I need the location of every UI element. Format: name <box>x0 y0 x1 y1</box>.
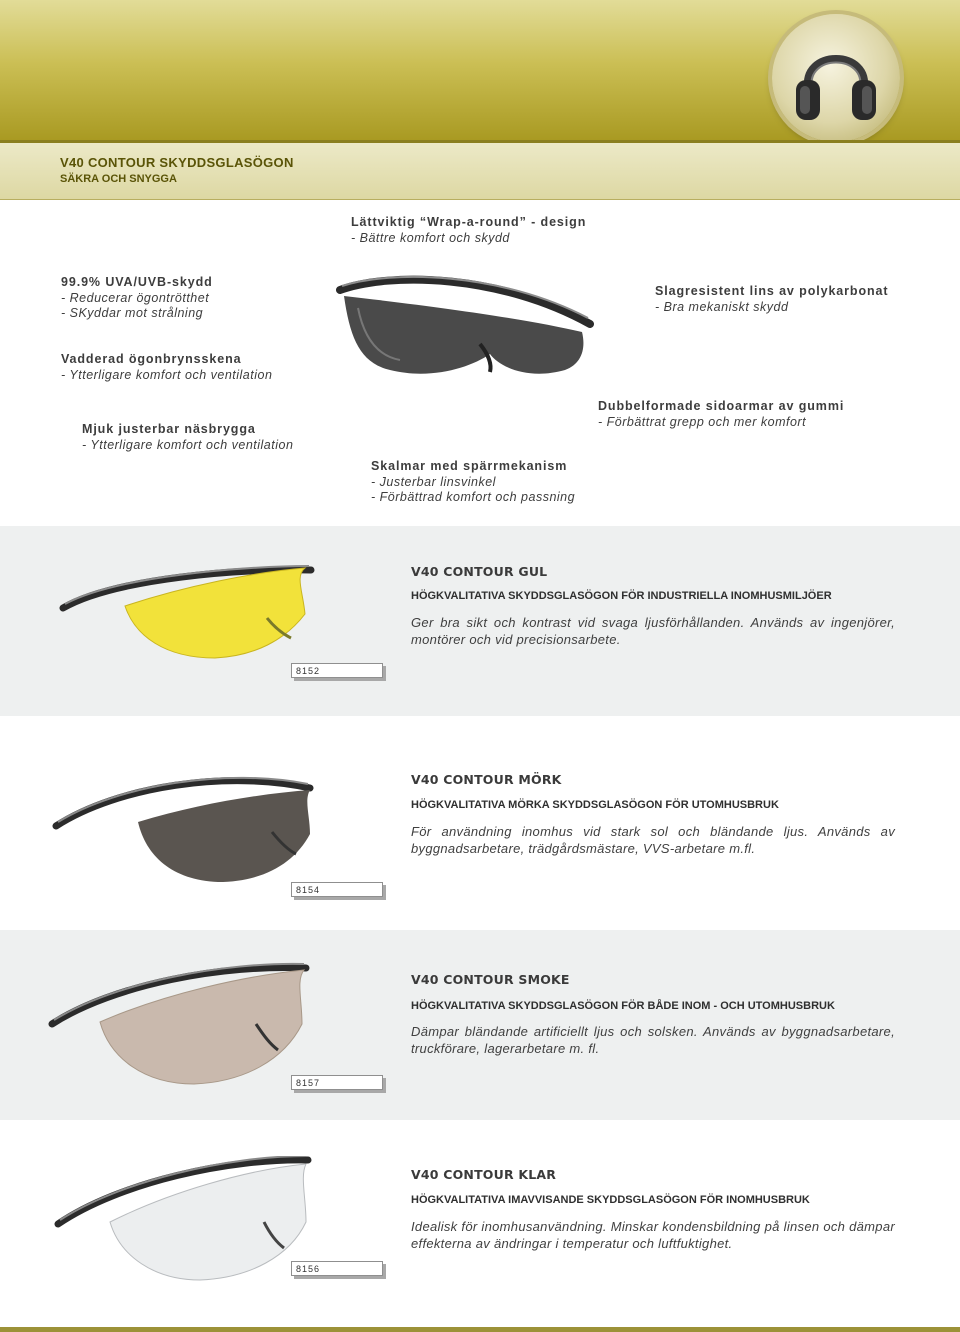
callout-hinge <box>371 459 575 506</box>
callout-arms <box>598 399 844 430</box>
product-description: Ger bra sikt och kontrast vid svaga ljusförhållanden. Används av ingenjörer, montörer och vid precisionsarbete. <box>411 615 895 647</box>
product-subtitle: HÖGKVALITATIVA SKYDDSGLASÖGON FÖR INDUSTRIELLA INOMHUSMILJÖER <box>411 590 832 602</box>
product-name: V40 CONTOUR SMOKE <box>411 972 570 987</box>
callout-nose <box>82 422 293 453</box>
product-subtitle: HÖGKVALITATIVA IMAVVISANDE SKYDDSGLASÖGON FÖR INOMHUSBRUK <box>411 1194 810 1206</box>
earmuff-icon <box>790 28 882 128</box>
product-description: Dämpar bländande artificiellt ljus och solsken. Används av byggnadsarbetare, truckförare, lagerarbetare m. fl. <box>411 1024 895 1056</box>
callout-line: - Reducerar ögontrötthet <box>61 290 210 305</box>
callout-line: - Ytterligare komfort och ventilation <box>61 367 273 382</box>
product-gul <box>0 526 960 716</box>
product-smoke <box>0 930 960 1120</box>
product-name: V40 CONTOUR GUL <box>411 564 548 579</box>
callout-lens <box>655 284 888 315</box>
product-klar <box>0 1120 960 1327</box>
callout-heading: Dubbelformade sidoarmar av gummi <box>598 399 845 413</box>
callout-line: - Förbättrad komfort och passning <box>371 490 576 504</box>
callout-brow <box>61 352 272 383</box>
earmuff-badge <box>772 14 900 142</box>
product-subtitle: HÖGKVALITATIVA MÖRKA SKYDDSGLASÖGON FÖR UTOMHUSBRUK <box>411 799 779 811</box>
product-code: 8156 <box>291 1261 383 1276</box>
callout-line: - Bättre komfort och skydd <box>351 230 510 245</box>
product-image <box>55 562 315 672</box>
callout-wrap <box>351 215 586 246</box>
page-title: V40 CONTOUR SKYDDSGLASÖGON <box>60 155 294 170</box>
callout-heading: Lättviktig “Wrap-a-round” - design <box>351 215 587 229</box>
callout-line: - Förbättrat grepp och mer komfort <box>598 414 807 429</box>
callout-line: - SKyddar mot strålning <box>61 306 204 320</box>
hero-glasses-image <box>330 268 600 398</box>
product-mork <box>0 716 960 930</box>
product-description: Idealisk för inomhusanvändning. Minskar kondensbildning på linsen och dämpar effekterna av ändringar i temperatur och luftfuktighet. <box>411 1219 895 1251</box>
product-image <box>50 1156 320 1286</box>
product-code: 8157 <box>291 1075 383 1090</box>
callout-heading: 99.9% UVA/UVB-skydd <box>61 275 213 289</box>
product-subtitle: HÖGKVALITATIVA SKYDDSGLASÖGON FÖR BÅDE INOM - OCH UTOMHUSBRUK <box>411 1000 835 1012</box>
product-code: 8154 <box>291 882 383 897</box>
callout-heading: Skalmar med spärrmekanism <box>371 459 568 473</box>
callout-line: - Justerbar linsvinkel <box>371 474 496 489</box>
product-image <box>44 960 314 1090</box>
page-subtitle: SÄKRA OCH SNYGGA <box>60 173 177 185</box>
product-description: För användning inomhus vid stark sol och bländande ljus. Används av byggnadsarbetare, trädgårdsmästare, VVS-arbetare m.fl. <box>411 824 895 856</box>
title-bar <box>0 140 960 200</box>
callout-heading: Slagresistent lins av polykarbonat <box>655 284 889 298</box>
product-image <box>48 772 318 902</box>
callout-heading: Mjuk justerbar näsbrygga <box>82 422 256 436</box>
callout-uv <box>61 275 213 322</box>
callout-heading: Vadderad ögonbrynsskena <box>61 352 242 366</box>
callout-line: - Ytterligare komfort och ventilation <box>82 437 294 452</box>
callout-line: - Bra mekaniskt skydd <box>655 299 789 314</box>
product-name: V40 CONTOUR MÖRK <box>411 772 562 787</box>
product-name: V40 CONTOUR KLAR <box>411 1167 557 1182</box>
product-code: 8152 <box>291 663 383 678</box>
bottom-rule <box>0 1327 960 1332</box>
